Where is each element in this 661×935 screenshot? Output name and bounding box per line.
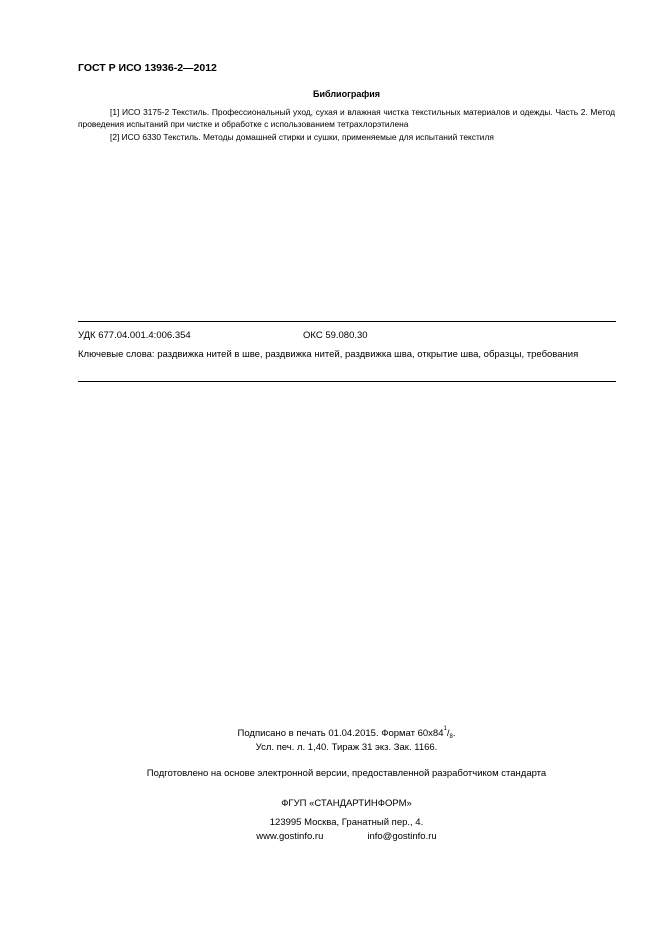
publisher-name: ФГУП «СТАНДАРТИНФОРМ»	[281, 798, 412, 809]
bibliography-ref-1: [1] ИСО 3175-2 Текстиль. Профессиональный уход, сухая и влажная чистка текстильных материалов и одежды. Часть 2. Метод проведения испытаний при чистке и обработке с использованием тетрахлорэтилена	[78, 107, 615, 129]
signed-for-print: Подписано в печать 01.04.2015. Формат $60х84^1/_8$.	[237, 726, 456, 740]
bottom-divider	[78, 381, 616, 382]
top-divider	[78, 321, 616, 322]
signed-suffix: .	[452, 728, 456, 739]
print-info: Усл. печ. л. 1,40. Тираж 31 экз. Зак. 1166.	[255, 742, 438, 753]
website-link[interactable]: www.gostinfo.ru	[256, 831, 324, 842]
publisher-address: 123995 Москва, Гранатный пер., 4.	[269, 817, 424, 828]
bibliography-ref-2: [2] ИСО 6330 Текстиль. Методы домашней стирки и сушки, применяемые для испытаний текстиля	[110, 132, 494, 142]
publisher-contacts	[78, 831, 615, 842]
oks-code: ОКС 59.080.30	[303, 330, 368, 341]
prepared-note: Подготовлено на основе электронной версии, предоставленной разработчиком стандарта	[146, 768, 547, 779]
signed-text: Подписано в печать 01.04.2015. Формат 60х84	[237, 728, 444, 739]
standard-code-header: ГОСТ Р ИСО 13936-2—2012	[78, 62, 217, 74]
udk-code: УДК 677.04.001.4:006.354	[78, 330, 191, 341]
email-link[interactable]: info@gostinfo.ru	[367, 831, 437, 842]
format-numerator: 1	[443, 726, 447, 732]
bibliography-title: Библиография	[313, 89, 380, 99]
keywords: Ключевые слова: раздвижка нитей в шве, раздвижка нитей, раздвижка шва, открытие шва, образцы, требования	[78, 349, 579, 360]
format-denominator: 8	[449, 734, 453, 740]
